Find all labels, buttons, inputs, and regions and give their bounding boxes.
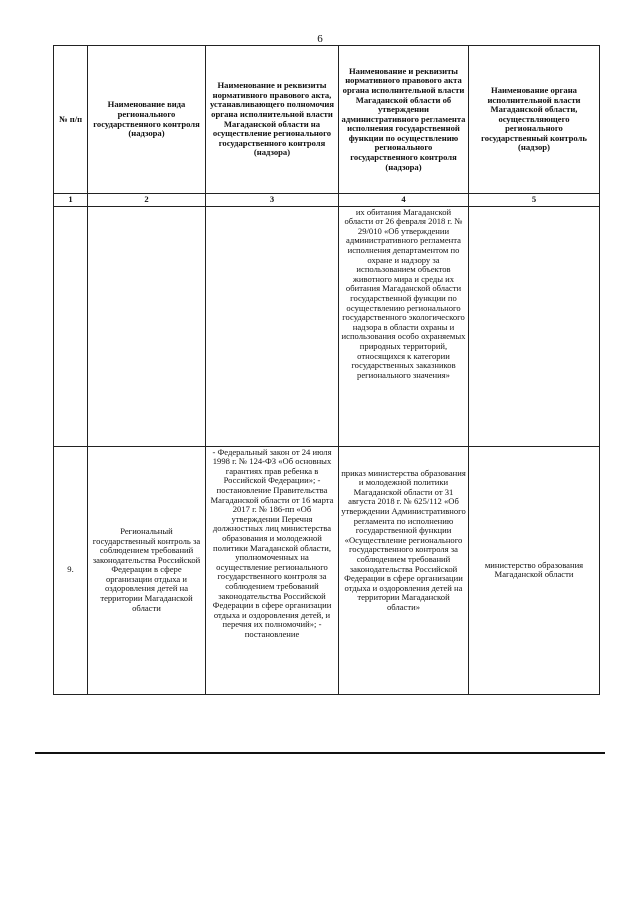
regulation-act-continued: их обитания Магаданской области от 26 февраля 2018 г. № 29/010 «Об утверждении административного регламента исполнения департаментом по охране и надзору за использованием объектов животного мира и среды их обитания Магаданской области государственной функции по осуществлению регионального государственного экологического надзора в области охраны и использования особо охраняемых природных территорий, относящихся к категории государственных заказников регионального значения» — [339, 206, 469, 446]
column-number: 3 — [206, 194, 339, 207]
header-control-type: Наименование вида регионального государственного контроля (надзора) — [88, 46, 206, 194]
column-number: 2 — [88, 194, 206, 207]
empty-cell — [54, 206, 88, 446]
empty-cell — [88, 206, 206, 446]
column-number: 5 — [469, 194, 600, 207]
empty-cell — [469, 206, 600, 446]
column-number: 1 — [54, 194, 88, 207]
column-number-row — [54, 194, 600, 207]
header-regulation-act: Наименование и реквизиты нормативного правового акта органа исполнительной власти Магаданской области об утверждении административного регламента исполнения государственной функции по осуществлению регионального государственного контроля (надзора) — [339, 46, 469, 194]
column-number: 4 — [339, 194, 469, 207]
executive-body-cell: министерство образования Магаданской области — [469, 446, 600, 694]
empty-cell — [206, 206, 339, 446]
regulation-act-cell: приказ министерства образования и молодежной политики Магаданской области от 31 августа 2018 г. № 625/112 «Об утверждении Административного регламента по исполнению государственной функции «Осуществление регионального государственного контроля за соблюдением требований законодательства Российской Федерации в сфере организации отдыха и оздоровления детей на территории Магаданской области» — [339, 446, 469, 694]
table-row — [54, 446, 600, 694]
header-executive-body: Наименование органа исполнительной власти Магаданской области, осуществляющего регионального государственный контроль (надзор) — [469, 46, 600, 194]
header-authority-act: Наименование и реквизиты нормативного правового акта, устанавливающего полномочия органа исполнительной власти Магаданской области на осуществление регионального государственного контроля (надзора) — [206, 46, 339, 194]
page-number: 6 — [317, 33, 323, 45]
footer-divider — [35, 752, 605, 754]
control-type-cell: Региональный государственный контроль за соблюдением требований законодательства Российской Федерации в сфере организации отдыха и оздоровления детей на территории Магаданской области — [88, 446, 206, 694]
authority-act-cell: - Федеральный закон от 24 июля 1998 г. № 124-ФЗ «Об основных гарантиях прав ребенка в Российской Федерации»; - постановление Правительства Магаданской области от 16 марта 2017 г. № 186-пп «Об утверждении Перечня должностных лиц министерства образования и молодежной политики Магаданской области, уполномоченных на осуществление регионального государственного контроля за соблюдением требований законодательства Российской Федерации в сфере организации отдыха и оздоровления детей, и перечня их полномочий»; - постановление — [206, 446, 339, 694]
row-number: 9. — [54, 446, 88, 694]
header-row — [54, 46, 600, 194]
regulation-table — [53, 45, 600, 695]
continuation-row — [54, 206, 600, 446]
header-number: № п/п — [54, 46, 88, 194]
